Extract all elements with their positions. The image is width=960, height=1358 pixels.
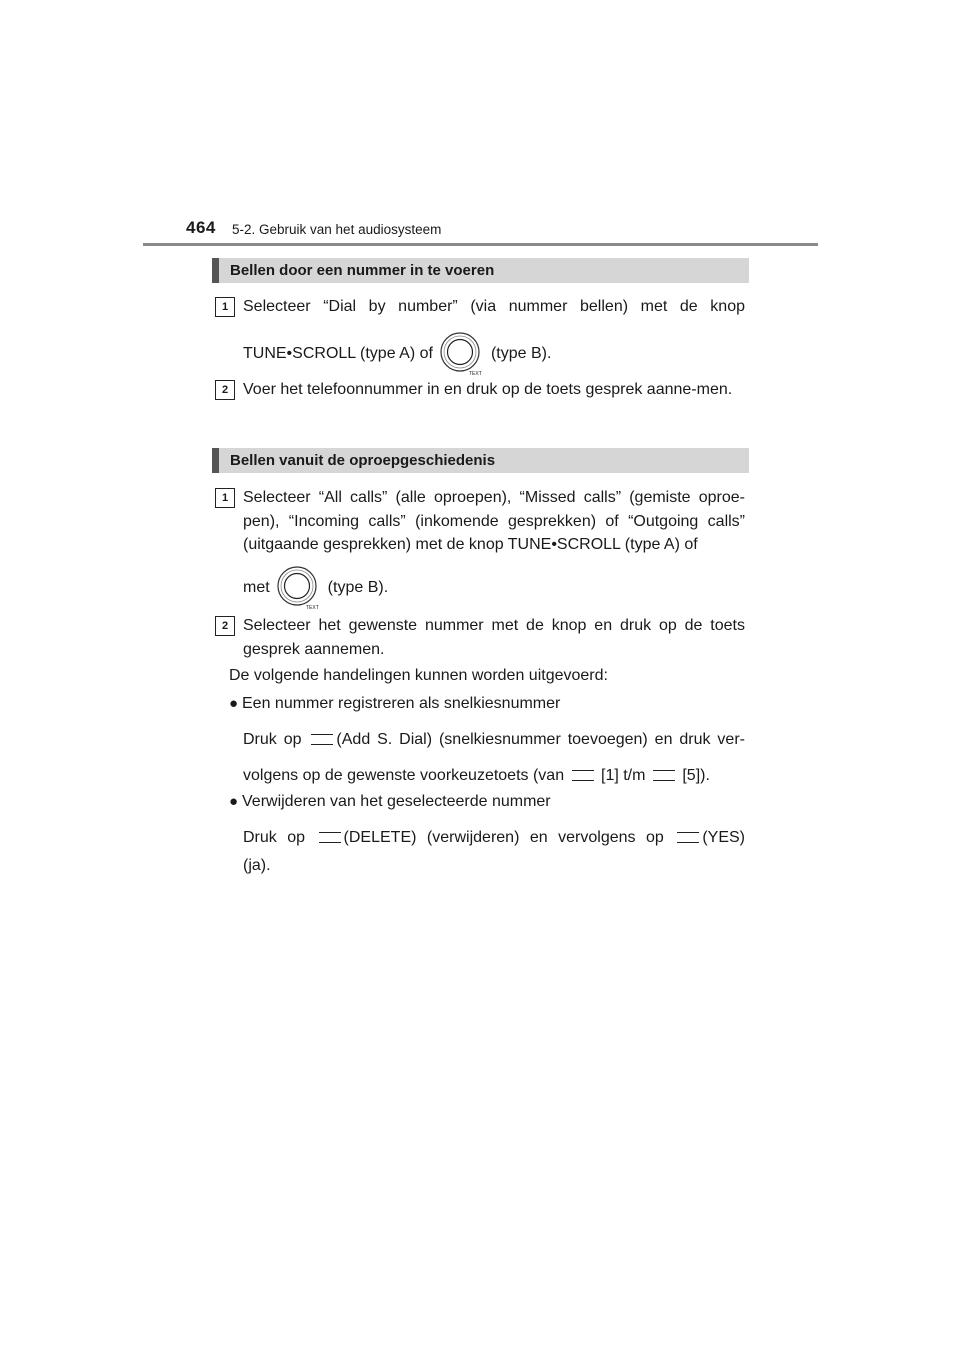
- step-line: Selecteer “Dial by number” (via nummer bellen) met de knop: [243, 298, 745, 315]
- body-part: Druk op: [243, 829, 306, 846]
- section-heading-call-history: Bellen vanuit de oproepgeschiedenis: [212, 448, 749, 473]
- bullet-marker: ●: [229, 793, 239, 810]
- step-badge: 2: [215, 380, 235, 400]
- body-part: (YES): [702, 829, 745, 846]
- section-heading-dial-number: Bellen door een nummer in te voeren: [212, 258, 749, 283]
- page-number: 464: [186, 218, 216, 237]
- step-line-part: (type B).: [490, 344, 552, 362]
- body-part: (Add S. Dial) (snelkiesnummer toevoegen) en druk ver-: [336, 731, 745, 748]
- soft-button-icon: [572, 770, 594, 781]
- step-line-part: TUNE•SCROLL (type A) of: [243, 344, 433, 362]
- chapter-title: 5-2. Gebruik van het audiosysteem: [232, 222, 442, 237]
- bullet-title: Een nummer registreren als snelkiesnummer: [242, 695, 561, 712]
- text-knob-icon: [439, 331, 485, 377]
- soft-button-icon: [311, 734, 333, 745]
- step-badge: 1: [215, 488, 235, 508]
- step-line-part: met: [243, 578, 270, 596]
- text-knob-icon: [276, 565, 322, 611]
- bullet-body: [243, 728, 745, 787]
- body-part: (DELETE) (verwijderen) en vervolgens op: [343, 829, 664, 846]
- step-text: [243, 295, 745, 377]
- step-badge: 2: [215, 616, 235, 636]
- svg-text:TEXT: TEXT: [305, 604, 319, 611]
- bullet-marker: ●: [229, 695, 239, 712]
- body-part: [1] t/m: [601, 766, 646, 784]
- step-text: Voer het telefoonnummer in en druk op de toets gesprek aanne-men.: [243, 381, 733, 398]
- bullet-body: [243, 826, 745, 877]
- bullet-title: Verwijderen van het geselecteerde nummer: [242, 793, 551, 810]
- step-body: Selecteer “All calls” (alle oproepen), “Missed calls” (gemiste oproe-pen), “Incoming calls” (inkomende gesprekken) of “Outgoing calls” (uitgaande gesprekken) met de knop TUNE•SCROLL (type A) of: [243, 489, 745, 553]
- page-header: [0, 0, 960, 250]
- step-text: [243, 486, 745, 611]
- body-part: volgens op de gewenste voorkeuzetoets (van: [243, 766, 565, 784]
- operations-intro: De volgende handelingen kunnen worden uitgevoerd:: [229, 667, 608, 684]
- step-badge: 1: [215, 297, 235, 317]
- header-divider: [143, 243, 818, 246]
- body-part: [5]).: [682, 766, 710, 784]
- step-text: Selecteer het gewenste nummer met de knop en druk op de toets gesprek aannemen.: [243, 617, 745, 658]
- body-part: (ja).: [243, 856, 271, 874]
- svg-text:TEXT: TEXT: [468, 370, 482, 377]
- soft-button-icon: [319, 832, 341, 843]
- body-part: Druk op: [243, 731, 302, 748]
- soft-button-icon: [677, 832, 699, 843]
- step-line-part: (type B).: [327, 578, 389, 596]
- soft-button-icon: [653, 770, 675, 781]
